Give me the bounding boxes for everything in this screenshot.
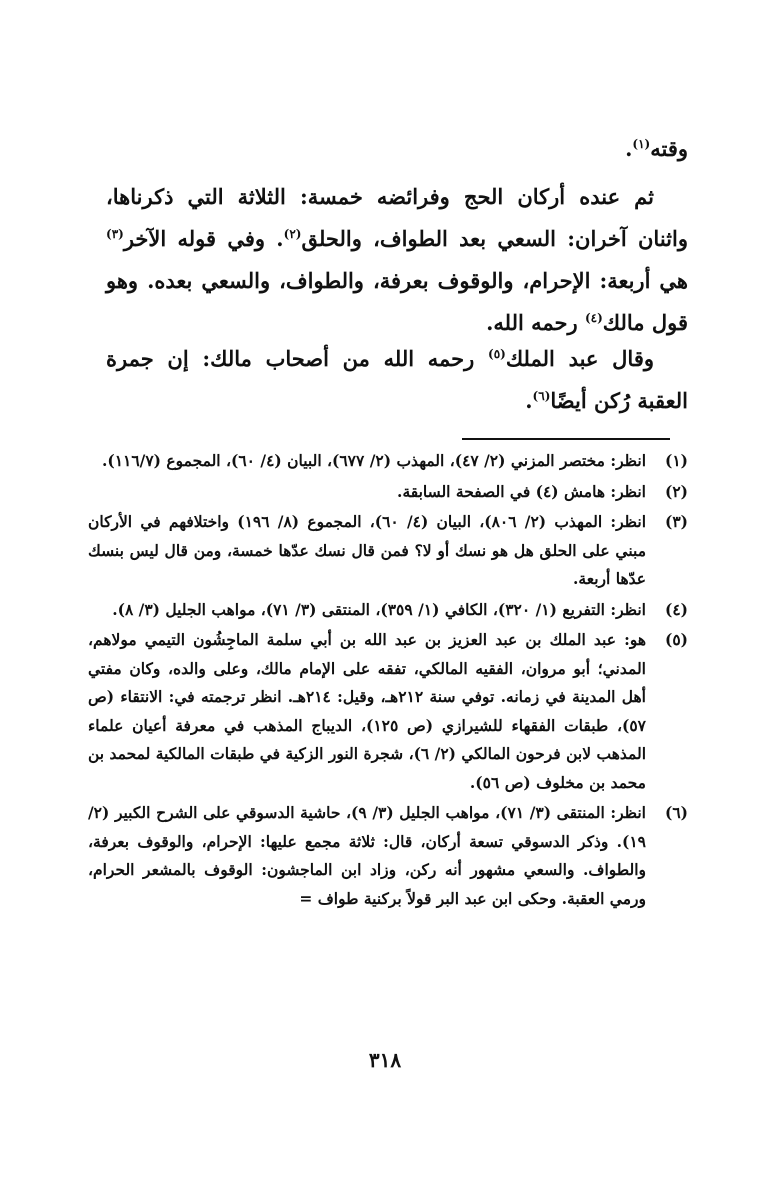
footnote-ref-5: (٥) bbox=[488, 347, 506, 361]
footnote-text: هو: عبد الملك بن عبد العزيز بن عبد الله بن أبي سلمة الماجِشُون التيمي مولاهم، المدني؛ أبو مروان، الفقيه المالكي، تفقه على الإمام مالك، وعلى والده، وكان مفتي أهل المدينة في زمانه. توفي سنة ٢١٢هـ، وقيل: ٢١٤هـ. انظر ترجمته في: الانتقاء (ص ٥٧)، طبقات الفقهاء للشيرازي (ص ١٢٥)، الديباج المذهب في معرفة أعيان علماء المذهب لابن فرحون المالكي (٢/ ٦)، شجرة النور الزكية في طبقات المالكية لمحمد بن محمد بن مخلوف (ص ٥٦). bbox=[88, 630, 646, 792]
para3-part-b: رحمه الله من أصحاب مالك: إن جمرة العقبة رُكن أيضًا bbox=[106, 346, 688, 413]
footnote-number: (٤) bbox=[664, 599, 688, 619]
footnote-number: (١) bbox=[664, 451, 688, 470]
main-text-paragraph-3 bbox=[106, 338, 688, 422]
fragment-end: . bbox=[625, 136, 633, 161]
main-text-paragraph-2 bbox=[106, 176, 688, 344]
footnote-1 bbox=[88, 447, 688, 476]
footnote-separator bbox=[462, 438, 670, 440]
para2-part-a: ثم عنده أركان الحج وفرائضه خمسة: الثلاثة التي ذكرناها، واثنان آخران: السعي بعد الطواف، والحلق bbox=[106, 184, 688, 251]
footnote-text: انظر: التفريع (١/ ٣٢٠)، الكافي (١/ ٣٥٩)، المنتقى (٣/ ٧١)، مواهب الجليل (٣/ ٨). bbox=[112, 599, 646, 619]
footnote-6 bbox=[88, 799, 688, 913]
para2-part-c: هي أربعة: الإحرام، والوقوف بعرفة، والطواف، والسعي بعده. وهو قول مالك bbox=[106, 268, 688, 335]
footnote-number: (٣) bbox=[664, 512, 688, 531]
paragraph-2 bbox=[106, 176, 688, 344]
para3-part-c: . bbox=[525, 388, 533, 413]
paragraph-1 bbox=[106, 128, 688, 170]
footnote-5 bbox=[88, 626, 688, 797]
para3-part-a: وقال عبد الملك bbox=[505, 346, 655, 371]
footnotes bbox=[88, 447, 688, 915]
footnote-ref-2: (٢) bbox=[283, 227, 302, 241]
footnote-text: انظر: المهذب (٢/ ٨٠٦)، البيان (٤/ ٦٠)، المجموع (٨/ ١٩٦) واختلافهم في الأركان مبني على الحلق هل هو نسك أو لا؟ فمن قال نسك عدّها خمسة، ومن قال ليس بنسك عدّها أربعة. bbox=[88, 512, 647, 588]
paragraph-3 bbox=[106, 338, 688, 422]
footnote-2 bbox=[88, 478, 688, 507]
para2-part-b: . وفي قوله الآخر bbox=[123, 226, 284, 251]
footnote-ref-6: (٦) bbox=[532, 389, 551, 403]
footnote-4 bbox=[88, 596, 688, 625]
footnote-number: (٥) bbox=[664, 630, 688, 649]
para2-part-d: رحمه الله. bbox=[486, 310, 585, 335]
fragment-text: وقته bbox=[650, 136, 688, 161]
main-text-fragment bbox=[106, 128, 688, 170]
footnote-text: انظر: المنتقى (٣/ ٧١)، مواهب الجليل (٣/ ٩)، حاشية الدسوقي على الشرح الكبير (٢/ ١٩). وذكر الدسوقي تسعة أركان، قال: ثلاثة مجمع عليها: الإحرام، والوقوف بعرفة، والطواف. والسعي مشهور أنه ركن، وزاد ابن الماجشون: الوقوف بالمشعر الحرام، ورمي العقبة. وحكى ابن عبد البر قولاً بركنية طواف = bbox=[88, 803, 646, 908]
footnote-number: (٢) bbox=[664, 481, 688, 501]
footnote-text: انظر: هامش (٤) في الصفحة السابقة. bbox=[397, 481, 646, 501]
page-number: ٣١٨ bbox=[368, 1048, 402, 1072]
footnote-ref-3: (٣) bbox=[106, 227, 124, 241]
footnote-ref-4: (٤) bbox=[584, 311, 603, 325]
footnote-3 bbox=[88, 508, 688, 594]
footnote-text: انظر: مختصر المزني (٢/ ٤٧)، المهذب (٢/ ٦٧٧)، البيان (٤/ ٦٠)، المجموع (١١٦/٧). bbox=[101, 451, 646, 470]
footnote-ref-1: (١) bbox=[632, 137, 651, 151]
footnote-number: (٦) bbox=[664, 803, 688, 822]
